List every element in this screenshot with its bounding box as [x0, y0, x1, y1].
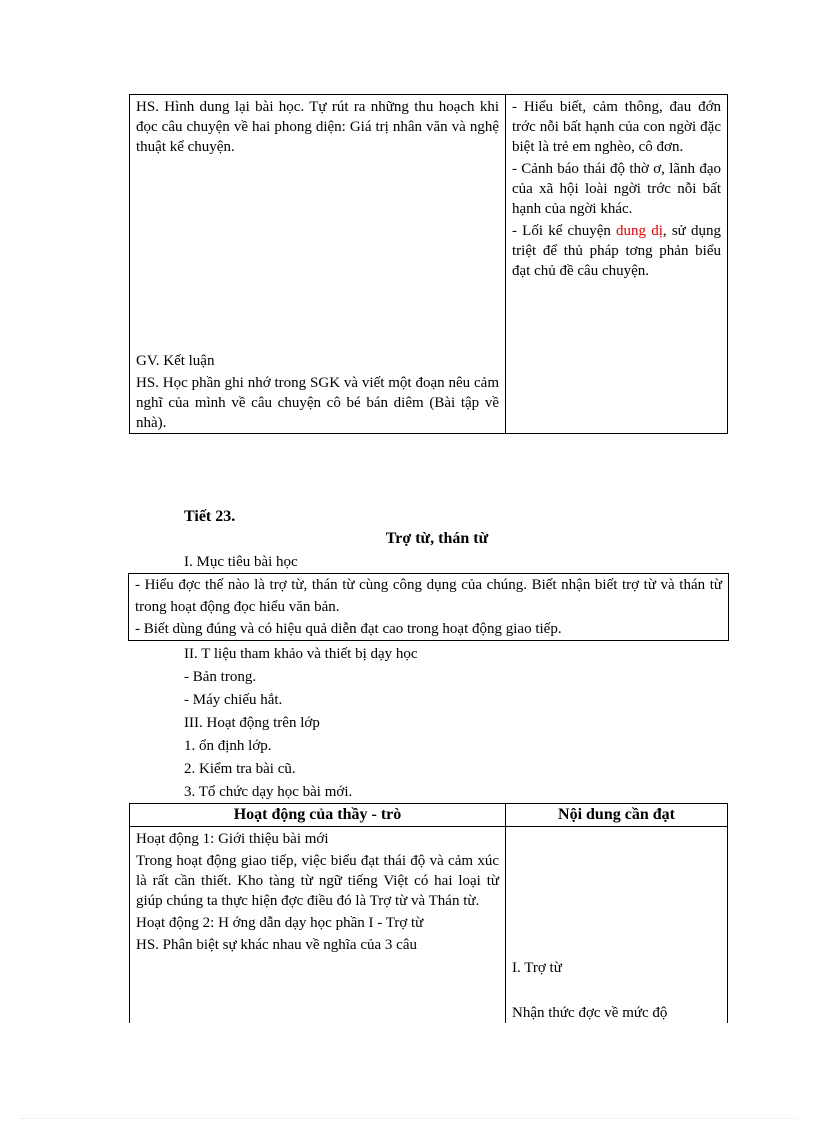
content-point-2: - Cảnh báo thái độ thờ ơ, lãnh đạo của xã hội loài ngời trớc nỗi bất hạnh của ngời khác.	[512, 161, 721, 217]
objective-2: - Biết dùng đúng và có hiệu quả diễn đạt cao trong hoạt động giao tiếp.	[135, 621, 562, 637]
highlighted-phrase: dung dị	[616, 223, 663, 239]
objectives-heading: I. Mục tiêu bài học	[184, 554, 298, 570]
activity-2-task: HS. Phân biệt sự khác nhau về nghĩa của 3 câu	[136, 937, 417, 953]
activity-step-1: 1. ổn định lớp.	[184, 738, 272, 754]
activity-step-3: 3. Tổ chức dạy học bài mới.	[184, 784, 353, 800]
materials-heading: II. T liệu tham khảo và thiết bị dạy học	[184, 646, 418, 662]
lesson-title: Trợ từ, thán từ	[385, 530, 489, 547]
objective-1: - Hiểu đợc thế nào là trợ từ, thán từ cùng công dụng của chúng. Biết nhận biết trợ từ và thán từ trong hoạt động đọc hiểu văn bản.	[135, 577, 722, 615]
page-footer-divider	[20, 1118, 796, 1119]
teacher-student-column	[130, 95, 506, 434]
discussion-table	[129, 94, 728, 434]
activities-cell	[130, 827, 506, 1024]
content-section-heading: I. Trợ từ	[512, 960, 562, 976]
content-point-3-end: , sử dụng triệt để thủ pháp tơng phản biểu đạt chủ đề câu chuyện.	[512, 223, 721, 279]
content-cell	[506, 827, 728, 1024]
column-header-activities: Hoạt động của thầy - trò	[130, 804, 506, 827]
activities-heading: III. Hoạt động trên lớp	[184, 715, 320, 731]
teacher-conclusion-text: GV. Kết luận	[136, 353, 215, 369]
content-point-3-start: - Lối kể chuyện	[512, 223, 617, 239]
column-header-content: Nội dung cần đạt	[506, 804, 728, 827]
activity-2-heading: Hoạt động 2: H ớng dẫn dạy học phần I - Trợ từ	[136, 915, 424, 931]
content-point-3	[512, 221, 721, 281]
lesson-number: Tiết 23.	[184, 508, 236, 525]
activity-step-2: 2. Kiểm tra bài cũ.	[184, 761, 296, 777]
teaching-activities-table	[129, 803, 728, 1023]
homework-text: HS. Học phần ghi nhớ trong SGK và viết một đoạn nêu cảm nghĩ của mình về câu chuyện cô bé bán diêm (Bài tập về nhà).	[136, 375, 499, 431]
material-item-1: - Bản trong.	[184, 669, 257, 685]
content-column	[506, 95, 728, 434]
content-awareness-text: Nhận thức đợc về mức độ	[512, 1005, 668, 1021]
material-item-2: - Máy chiếu hắt.	[184, 692, 283, 708]
activity-1-heading: Hoạt động 1: Giới thiệu bài mới	[136, 831, 329, 847]
lesson-sections	[184, 643, 418, 804]
student-summary-text: HS. Hình dung lại bài học. Tự rút ra những thu hoạch khi đọc câu chuyện về hai phong diện: Giá trị nhân văn và nghệ thuật kể chuyện.	[136, 99, 499, 155]
content-point-1: - Hiểu biết, cảm thông, đau đớn trớc nỗi bất hạnh của con ngời đặc biệt là trẻ em nghèo, cô đơn.	[512, 99, 721, 155]
activity-1-intro: Trong hoạt động giao tiếp, việc biểu đạt thái độ và cảm xúc là rất cần thiết. Kho tàng từ ngữ tiếng Việt có hai loại từ giúp chúng ta thực hiện đợc điều đó là Trợ từ và Thán từ.	[136, 853, 499, 909]
objectives-box	[128, 573, 729, 641]
